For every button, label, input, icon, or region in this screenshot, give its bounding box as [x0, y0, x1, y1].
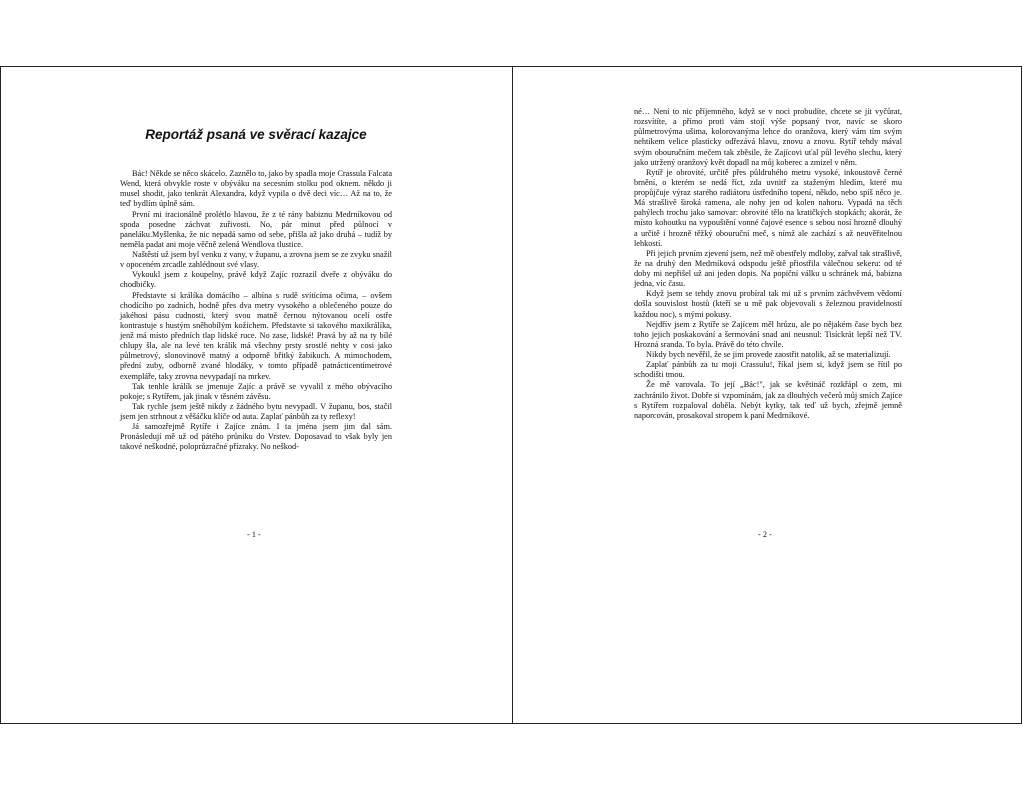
paragraph: Bác! Někde se něco skácelo. Zaznělo to, jako by spadla moje Crassula Falcata Wend, která obvykle roste v obýváku na secesním stolku pod oknem. někdo ji musel shodit, jako tenkrát Alexandra, když vypila o dvě deci víc… Až na to, že teď bydlím úplně sám.: [120, 169, 392, 209]
paragraph: né… Není to nic příjemného, když se v noci probudíte, chcete se jít vyčůrat, rozsvítíte, a přímo proti vám stojí výše popsaný tvor, navíc se skoro půlmetrovýma ušima, kolorovanýma lehce do oranžova, který vám tím svým nehtíkem velice plasticky odřezává hlavu, znovu a znovu. Rytíř tehdy mával svým obouručním mečem tak zběsile, že Zajícovi uťal půl levého slechu, který jako utržený oranžový květ dopadl na můj koberec a zmizel v něm.: [634, 107, 902, 167]
paragraph: Vykoukl jsem z koupelny, právě když Zajíc rozrazil dveře z obýváku do chodbičky.: [120, 270, 392, 290]
right-page-body: [634, 107, 902, 421]
paragraph: Při jejich prvním zjevení jsem, než mě obestřely mdloby, zařval tak strašlivě, že na druhý den Medrníková odspodu ještě přiostřila válečnou sekeru: od té doby mi nepřišel už ani jeden dopis. Na popiční válku u schránek má, babizna jedna, víc času.: [634, 248, 902, 289]
left-page-body: [120, 169, 392, 453]
paragraph: Tak tenhle králík se jmenuje Zajíc a právě se vyvalil z mého obývacího pokoje; s Rytířem, jak jinak v těsném závěsu.: [120, 381, 392, 401]
page-number: - 2 -: [758, 530, 772, 539]
paragraph: Že mě varovala. To její „Bác!", jak se květináč rozkřápl o zem, mi zachránilo život. Dobře si vzpomínám, jak za dlouhých večerů můj smích Zajíce s Rytířem rozpaloval doběla. Nebýt kytky, tak teď už bych, zřejmě jemně naporcován, prosakoval stropem k paní Medrníkové.: [634, 380, 902, 420]
paragraph: Rytíř je obrovité, určitě přes půldruhého metru vysoké, inkoustově černé brnění, o kterém se nedá říct, zda uvnitř za staženým hledím, které mu propůjčuje výraz starého radiátoru ústředního topení, někdo, nebo spíš něco je. Má strašlivě široká ramena, ale nohy jen od kolen nahoru. Vypadá na těch pahýlech trochu jako samovar: obrovité tělo na kratičkých stopkách; akorát, že místo kohoutku na vypouštění vonné čajové esence s sebou nosí hrozně dlouhý a určitě i hrozně těžký obouruční meč, s nímž ale zachází s až neuvěřitelnou lehkostí.: [634, 167, 902, 248]
paragraph: Zaplať pánbůh za tu moji Crassulu!, říkal jsem si, když jsem se řítil po schodišti tmou.: [634, 360, 902, 380]
page-title: Reportáž psaná ve svěrací kazajce: [145, 127, 367, 142]
paragraph: Když jsem se tehdy znovu probíral tak mi už s prvním záchvěvem vědomí došla souvislost hostů (kteří se u mě pak objevovali s železnou pravidelností každou noc), s mými pokusy.: [634, 289, 902, 319]
page-left: [0, 66, 512, 724]
paragraph: Naštěstí už jsem byl venku z vany, v županu, a zrovna jsem se ze zvyku snažil v opoceném zrcadle zahlédnout své vlasy.: [120, 250, 392, 270]
paragraph: Představte si králíka domácího – albína s rudě svítícíma očima, – ovšem chodícího po zadních, hodně přes dva metry vysokého a oblečeného pouze do jakéhosi pásu cudnosti, který svou matně černou nýtovanou ocelí ostře kontrastuje s hustým sněhobílým kožichem. Představte si takového maxikrálíka, jenž má místo předních tlap lidské ruce. No zase, lidské! Pravá by až na ty bílé chlupy šla, ale na levé ten králík má všechny prsty srostlé nehty v cosi jako půlmetrový, slonovinově matný a odporně břitký žabikuch. A mimochodem, přední zuby, odborně zvané hlodáky, v tomto případě patnácticentimetrové exempláře, taky zrovna nevypadají na mrkev.: [120, 290, 392, 381]
page-right: [513, 66, 1023, 724]
paragraph: Tak rychle jsem ještě nikdy z žádného bytu nevypadl. V županu, bos, stačil jsem jen strhnout z věšáčku klíče od auta. Zaplať pánbůh za ty reflexy!: [120, 401, 392, 421]
paragraph: Já samozřejmě Rytíře i Zajíce znám. I ta jména jsem jim dal sám. Pronásledují mě už od pátého průniku do Vrstev. Doposavad to však byly jen takové neškodné, poloprůzračné přízraky. No neškod-: [120, 422, 392, 452]
page-number: - 1 -: [247, 530, 261, 539]
paragraph: První mi iracionálně prolétlo hlavou, že z té rány babiznu Medrníkovou od spoda posedne záchvat zuřivosti. No, pár minut před půlnocí v paneláku.Myšlenka, že nic nepadá samo od sebe, přišla až jako druhá – tudíž by neměla padat ani moje věčně zelená Wendlova tlustice.: [120, 209, 392, 249]
paragraph: Nikdy bych nevěřil, že se jim provede zaostřit natolik, až se materializují.: [646, 350, 891, 359]
paragraph: Nejdřív jsem z Rytíře se Zajícem měl hrůzu, ale po nějakém čase bych bez toho jejich poskakování a šermování snad ani neusnul: Tisíckrát lepší než TV. Hrozná sranda. To byla. Právě do této chvíle.: [634, 319, 902, 349]
